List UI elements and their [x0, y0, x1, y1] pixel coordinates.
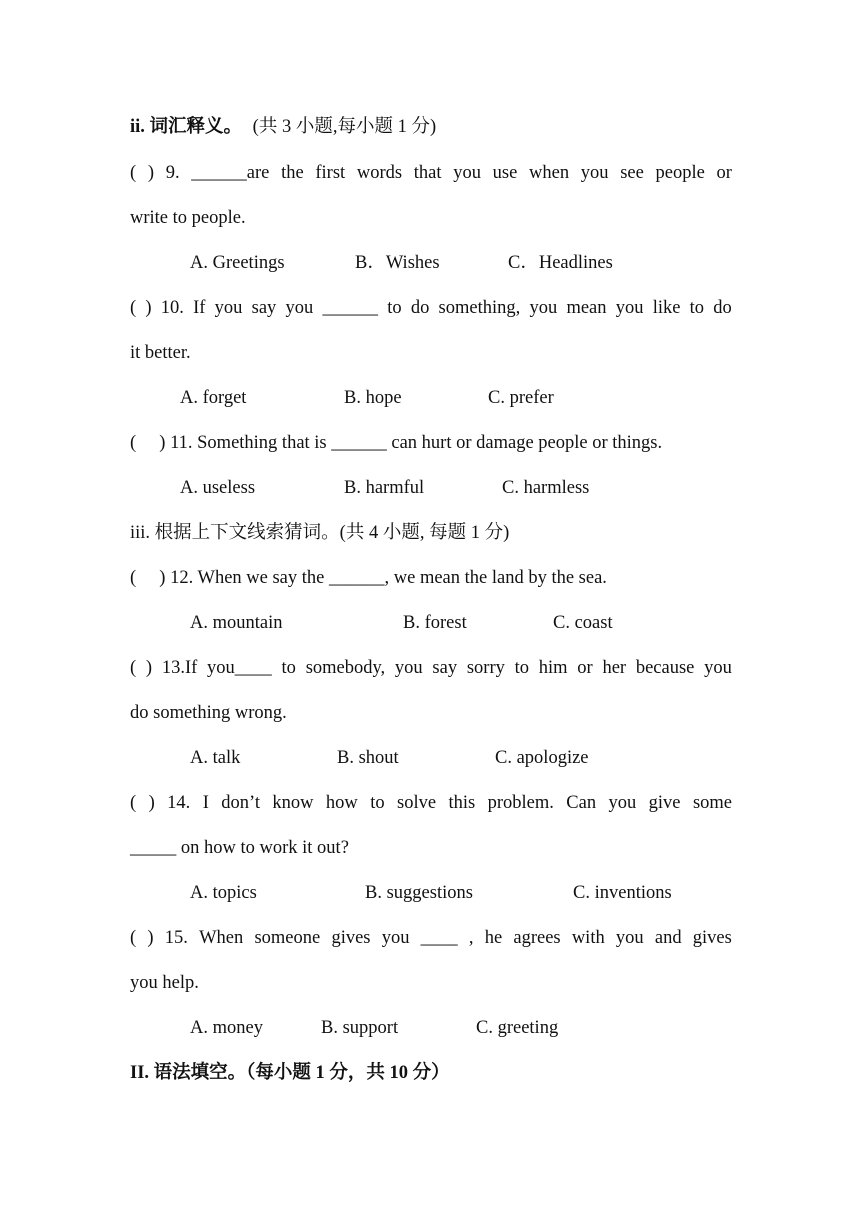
- option-a[interactable]: A. useless: [180, 478, 256, 498]
- question-word: I: [202, 793, 209, 813]
- question-word: the: [281, 163, 304, 183]
- question-word: If: [193, 298, 206, 318]
- question-word: say: [251, 298, 277, 318]
- question-word: gives: [331, 928, 371, 948]
- question-15-line2: you help.: [130, 973, 199, 993]
- question-word: 15.: [164, 928, 188, 948]
- question-word: to: [370, 793, 385, 813]
- question-14-line1: [130, 791, 732, 815]
- question-10-line1: [130, 296, 732, 320]
- question-word: solve: [397, 793, 437, 813]
- question-9-line2: write to people.: [130, 208, 246, 228]
- question-13-line1: [130, 656, 732, 680]
- question-word: to: [689, 298, 705, 318]
- question-word: that: [413, 163, 442, 183]
- question-15-line1: [130, 926, 732, 950]
- option-a[interactable]: A. money: [190, 1018, 263, 1038]
- question-word: gives: [692, 928, 732, 948]
- question-word: to: [514, 658, 530, 678]
- question-word: ): [148, 793, 155, 813]
- question-word: ______are: [191, 163, 270, 183]
- section-ii-note: (共 3 小题,每小题 1 分): [252, 117, 437, 137]
- question-word: you: [214, 298, 243, 318]
- question-word: you: [704, 658, 732, 678]
- question-word: Can: [566, 793, 597, 813]
- question-word: (: [130, 658, 137, 678]
- question-word: you: [381, 928, 410, 948]
- question-word: ______: [322, 298, 378, 318]
- question-word: you: [580, 163, 609, 183]
- option-a[interactable]: A. topics: [190, 883, 257, 903]
- question-word: 13.If: [161, 658, 198, 678]
- option-c[interactable]: C. coast: [553, 613, 613, 633]
- question-word: some: [692, 793, 732, 813]
- question-word: her: [602, 658, 627, 678]
- question-word: ): [147, 928, 154, 948]
- question-word: ____: [420, 928, 458, 948]
- question-word: you: [453, 163, 481, 183]
- section-II-heading: II. 语法填空。（每小题 1 分，共 10 分）: [130, 1063, 450, 1083]
- question-word: (: [130, 928, 137, 948]
- question-word: or: [716, 163, 732, 183]
- question-word: you: [394, 658, 423, 678]
- question-word: people: [655, 163, 705, 183]
- question-word: with: [571, 928, 605, 948]
- question-word: say: [432, 658, 458, 678]
- question-word: (: [130, 793, 137, 813]
- question-word: first: [315, 163, 346, 183]
- option-a[interactable]: A. talk: [190, 748, 241, 768]
- question-word: something,: [438, 298, 521, 318]
- question-word: see: [620, 163, 644, 183]
- question-word: like: [652, 298, 681, 318]
- option-a[interactable]: A. forget: [180, 388, 247, 408]
- question-12-line1: ( ) 12. When we say the ______, we mean the land by the sea.: [130, 568, 607, 588]
- question-word: how: [325, 793, 358, 813]
- question-word: use: [492, 163, 518, 183]
- question-word: you: [529, 298, 558, 318]
- option-a[interactable]: A. Greetings: [190, 253, 285, 273]
- question-9-line1: [130, 161, 732, 185]
- option-c[interactable]: C. apologize: [495, 748, 589, 768]
- question-word: don’t: [221, 793, 260, 813]
- question-14-line2: _____ on how to work it out?: [130, 838, 349, 858]
- question-word: agrees: [513, 928, 561, 948]
- option-b[interactable]: B. shout: [337, 748, 399, 768]
- option-b[interactable]: B. support: [321, 1018, 399, 1038]
- question-word: 14.: [167, 793, 191, 813]
- section-ii-title: 词汇释义。: [149, 117, 243, 137]
- question-word: ): [147, 163, 155, 183]
- question-word: do: [713, 298, 732, 318]
- question-word: 10.: [160, 298, 184, 318]
- section-ii-numeral: ii.: [130, 117, 145, 137]
- option-c[interactable]: C. inventions: [573, 883, 672, 903]
- option-a[interactable]: A. mountain: [190, 613, 283, 633]
- question-word: know: [272, 793, 314, 813]
- question-11-line1: ( ) 11. Something that is ______ can hurt or damage people or things.: [130, 433, 663, 453]
- option-b[interactable]: B．Wishes: [355, 253, 440, 273]
- question-word: somebody,: [305, 658, 386, 678]
- question-word: to: [281, 658, 296, 678]
- question-word: him: [538, 658, 568, 678]
- question-word: to: [387, 298, 402, 318]
- question-word: give: [648, 793, 681, 813]
- question-word: mean: [566, 298, 607, 318]
- question-word: you____: [207, 658, 272, 678]
- question-word: you: [615, 928, 644, 948]
- question-word: sorry: [466, 658, 505, 678]
- question-word: when: [529, 163, 570, 183]
- question-word: you: [285, 298, 314, 318]
- section-ii-heading: [130, 115, 436, 139]
- question-word: and: [654, 928, 682, 948]
- option-c[interactable]: C．Headlines: [508, 253, 613, 273]
- question-word: problem.: [487, 793, 554, 813]
- question-word: do: [410, 298, 430, 318]
- option-c[interactable]: C. greeting: [476, 1018, 559, 1038]
- question-word: 9.: [165, 163, 180, 183]
- question-word: words: [356, 163, 403, 183]
- question-word: ): [145, 298, 152, 318]
- question-word: (: [130, 163, 137, 183]
- option-b[interactable]: B. forest: [403, 613, 467, 633]
- option-c[interactable]: C. harmless: [502, 478, 590, 498]
- question-word: or: [577, 658, 593, 678]
- question-10-line2: it better.: [130, 343, 191, 363]
- option-b[interactable]: B. harmful: [344, 478, 425, 498]
- question-word: ,: [468, 928, 474, 948]
- option-b[interactable]: B. hope: [344, 388, 402, 408]
- question-word: (: [130, 298, 137, 318]
- question-13-line2: do something wrong.: [130, 703, 287, 723]
- question-word: he: [484, 928, 503, 948]
- question-word: someone: [254, 928, 321, 948]
- question-word: you: [608, 793, 637, 813]
- option-b[interactable]: B. suggestions: [365, 883, 473, 903]
- question-word: ): [145, 658, 153, 678]
- option-c[interactable]: C. prefer: [488, 388, 554, 408]
- section-iii-heading: iii. 根据上下文线索猜词。(共 4 小题, 每题 1 分): [130, 523, 510, 543]
- question-word: When: [199, 928, 244, 948]
- question-word: because: [635, 658, 695, 678]
- question-word: this: [448, 793, 476, 813]
- question-word: you: [615, 298, 644, 318]
